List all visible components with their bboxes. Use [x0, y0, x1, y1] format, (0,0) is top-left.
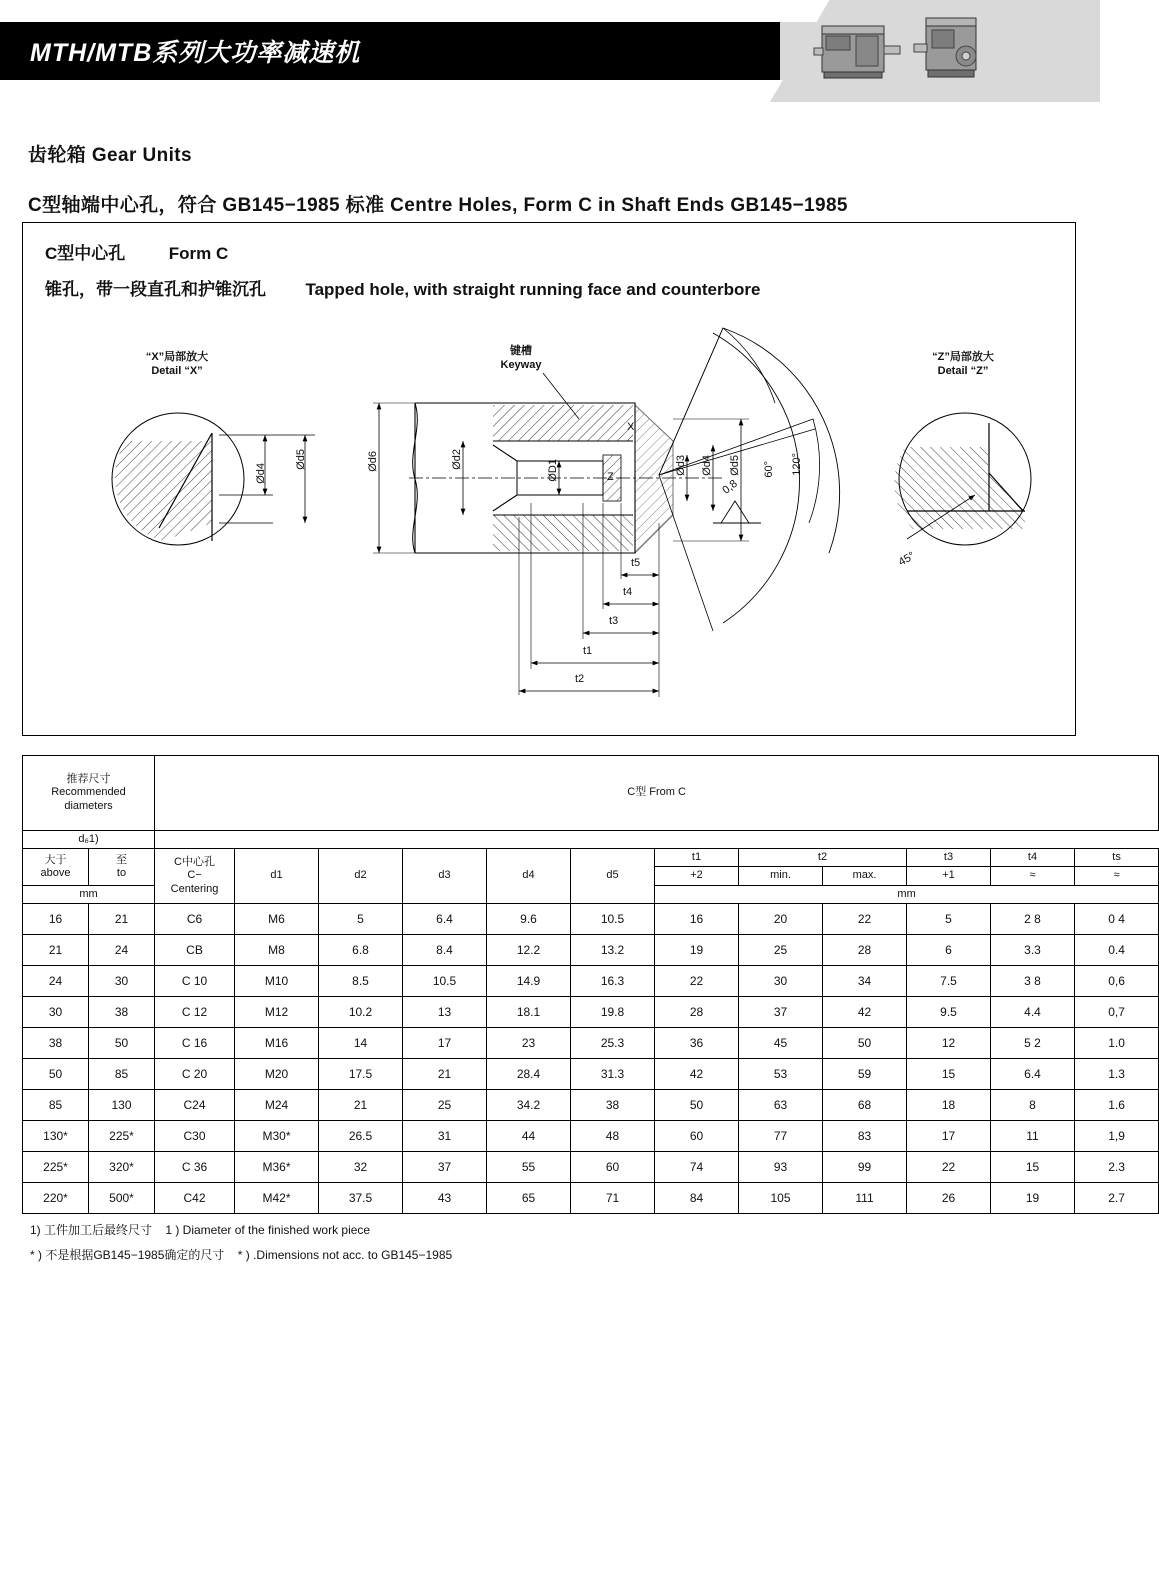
cell-d4: 14.9: [487, 965, 571, 996]
cell-t3: 5: [907, 903, 991, 934]
table-row: [23, 903, 1159, 934]
cell-t2min: 63: [739, 1089, 823, 1120]
cell-d3: 37: [403, 1151, 487, 1182]
note-2: * ) 不是根据GB145−1985确定的尺寸 * ) .Dimensions not acc. to GB145−1985: [30, 1248, 453, 1263]
cell-d2: 17.5: [319, 1058, 403, 1089]
callout-t5: t5: [631, 557, 641, 569]
callout-t3: t3: [609, 615, 619, 627]
callout-t1: t1: [583, 645, 593, 657]
cell-t1: 36: [655, 1027, 739, 1058]
cell-t1: 74: [655, 1151, 739, 1182]
cell-d5: 71: [571, 1182, 655, 1213]
cell-ts: 0 4: [1075, 903, 1159, 934]
cell-ts: 2.7: [1075, 1182, 1159, 1213]
cell-t4: 8: [991, 1089, 1075, 1120]
cell-d5: 10.5: [571, 903, 655, 934]
header-d1: d1: [235, 849, 319, 904]
cell-d3: 10.5: [403, 965, 487, 996]
cell-ts: 1.3: [1075, 1058, 1159, 1089]
cell-d2: 37.5: [319, 1182, 403, 1213]
page-title: MTH/MTB系列大功率减速机: [30, 39, 361, 67]
cell-t2max: 68: [823, 1089, 907, 1120]
section-title: 齿轮箱 Gear Units: [28, 145, 192, 166]
recommended-en: Recommended diameters: [51, 786, 126, 812]
header-d6-symbol: d₆1): [23, 831, 155, 849]
cell-d3: 43: [403, 1182, 487, 1213]
cell-to: 225*: [89, 1120, 155, 1151]
table-row: [23, 996, 1159, 1027]
cell-centering: C6: [155, 903, 235, 934]
header-ts-tol: ≈: [1075, 867, 1159, 885]
cell-d4: 34.2: [487, 1089, 571, 1120]
cell-d3: 8.4: [403, 934, 487, 965]
cell-ts: 1,9: [1075, 1120, 1159, 1151]
cell-centering: C24: [155, 1089, 235, 1120]
detail-x-label: “X”局部放大 Detail “X”: [145, 351, 209, 377]
cell-centering: C 16: [155, 1027, 235, 1058]
cell-t1: 22: [655, 965, 739, 996]
cell-d2: 5: [319, 903, 403, 934]
header-form-c: C型 From C: [155, 756, 1159, 831]
callout-d3: Ød3: [675, 455, 687, 476]
cell-t2min: 53: [739, 1058, 823, 1089]
table-row: [23, 1089, 1159, 1120]
callout-angle-45: 45°: [896, 549, 918, 569]
header-t1: t1: [655, 849, 739, 867]
cell-ts: 0,7: [1075, 996, 1159, 1027]
callout-d6: Ød6: [367, 451, 379, 472]
cell-t1: 42: [655, 1058, 739, 1089]
cell-d1: M12: [235, 996, 319, 1027]
cell-t3: 17: [907, 1120, 991, 1151]
callout-d4: Ød4: [701, 455, 713, 476]
cell-d1: M6: [235, 903, 319, 934]
cell-to: 85: [89, 1058, 155, 1089]
cell-t2max: 59: [823, 1058, 907, 1089]
cell-t2max: 99: [823, 1151, 907, 1182]
gearbox-unit-1-icon: [812, 20, 904, 86]
cell-d1: M42*: [235, 1182, 319, 1213]
cell-t4: 15: [991, 1151, 1075, 1182]
cell-t3: 9.5: [907, 996, 991, 1027]
cell-d3: 25: [403, 1089, 487, 1120]
table-row: [23, 1027, 1159, 1058]
cell-d1: M10: [235, 965, 319, 996]
figure-panel: [22, 222, 1076, 736]
cell-d1: M24: [235, 1089, 319, 1120]
cell-t1: 60: [655, 1120, 739, 1151]
table-notes: [30, 1218, 452, 1268]
cell-centering: C 20: [155, 1058, 235, 1089]
cell-to: 38: [89, 996, 155, 1027]
cell-d2: 6.8: [319, 934, 403, 965]
header-t3: t3: [907, 849, 991, 867]
cell-d5: 31.3: [571, 1058, 655, 1089]
cell-ts: 1.0: [1075, 1027, 1159, 1058]
cell-t3: 6: [907, 934, 991, 965]
cell-t4: 6.4: [991, 1058, 1075, 1089]
cell-d2: 32: [319, 1151, 403, 1182]
header-centering: C中心孔 C− Centering: [155, 849, 235, 904]
header-to: 至 to: [89, 849, 155, 885]
cell-above: 21: [23, 934, 89, 965]
cell-ts: 0.4: [1075, 934, 1159, 965]
header-d5: d5: [571, 849, 655, 904]
cell-t4: 19: [991, 1182, 1075, 1213]
cell-above: 50: [23, 1058, 89, 1089]
cell-t4: 11: [991, 1120, 1075, 1151]
cell-t2max: 42: [823, 996, 907, 1027]
cell-to: 21: [89, 903, 155, 934]
callout-mark-x: X: [627, 421, 635, 433]
cell-t3: 15: [907, 1058, 991, 1089]
figure-heading-en: Form C: [168, 244, 229, 263]
cell-d3: 17: [403, 1027, 487, 1058]
figure-subheading-cn: 锥孔，带一段直孔和护锥沉孔: [45, 280, 266, 299]
centre-holes-spec-table: [22, 755, 1159, 1214]
header-t1-tol: +2: [655, 867, 739, 885]
cell-t2min: 37: [739, 996, 823, 1027]
header-recommended-diameters: [23, 756, 155, 831]
cell-above: 30: [23, 996, 89, 1027]
cell-above: 85: [23, 1089, 89, 1120]
cell-d5: 48: [571, 1120, 655, 1151]
cell-above: 130*: [23, 1120, 89, 1151]
gearbox-unit-2-icon: [908, 14, 1000, 90]
cell-d4: 65: [487, 1182, 571, 1213]
callout-d5: Ød5: [729, 455, 741, 476]
cell-d1: M8: [235, 934, 319, 965]
header-t4-tol: ≈: [991, 867, 1075, 885]
header-above: 大于 above: [23, 849, 89, 885]
cell-centering: C 10: [155, 965, 235, 996]
cell-t4: 3 8: [991, 965, 1075, 996]
cell-d3: 6.4: [403, 903, 487, 934]
header-unit-mm-right: mm: [655, 885, 1159, 903]
callout-d1: ØD1: [547, 459, 559, 482]
header-t2: t2: [739, 849, 907, 867]
spec-table-body: [23, 903, 1159, 1213]
cell-t3: 18: [907, 1089, 991, 1120]
header-ts: ts: [1075, 849, 1159, 867]
callout-d5-detail-x: Ød5: [295, 449, 307, 470]
cell-t1: 16: [655, 903, 739, 934]
cell-d4: 9.6: [487, 903, 571, 934]
cell-to: 320*: [89, 1151, 155, 1182]
cell-t2min: 25: [739, 934, 823, 965]
cell-t2max: 83: [823, 1120, 907, 1151]
header-t2-max: max.: [823, 867, 907, 885]
cell-d5: 60: [571, 1151, 655, 1182]
cell-to: 30: [89, 965, 155, 996]
table-row: [23, 965, 1159, 996]
cell-t3: 22: [907, 1151, 991, 1182]
header-unit-mm-left: mm: [23, 885, 155, 903]
header-d2: d2: [319, 849, 403, 904]
cell-t2max: 111: [823, 1182, 907, 1213]
cell-centering: C 36: [155, 1151, 235, 1182]
cell-above: 225*: [23, 1151, 89, 1182]
cell-above: 16: [23, 903, 89, 934]
cell-d2: 10.2: [319, 996, 403, 1027]
callout-angle-120: 120°: [791, 453, 803, 476]
callout-angle-60: 60°: [763, 461, 775, 478]
callout-t2: t2: [575, 673, 585, 685]
cell-t4: 3.3: [991, 934, 1075, 965]
cell-d1: M30*: [235, 1120, 319, 1151]
cell-t3: 26: [907, 1182, 991, 1213]
cell-to: 130: [89, 1089, 155, 1120]
cell-t2min: 77: [739, 1120, 823, 1151]
cell-d3: 31: [403, 1120, 487, 1151]
cell-d5: 38: [571, 1089, 655, 1120]
cell-t1: 19: [655, 934, 739, 965]
cell-d1: M20: [235, 1058, 319, 1089]
cell-centering: C30: [155, 1120, 235, 1151]
header-d3: d3: [403, 849, 487, 904]
cell-d5: 19.8: [571, 996, 655, 1027]
cell-d3: 13: [403, 996, 487, 1027]
cell-d3: 21: [403, 1058, 487, 1089]
cell-d5: 25.3: [571, 1027, 655, 1058]
cell-above: 24: [23, 965, 89, 996]
cell-t2min: 20: [739, 903, 823, 934]
header-t3-tol: +1: [907, 867, 991, 885]
callout-d2: Ød2: [451, 449, 463, 470]
table-row: [23, 1182, 1159, 1213]
header-t2-min: min.: [739, 867, 823, 885]
page-header: [0, 0, 1100, 102]
table-row: [23, 1058, 1159, 1089]
cell-centering: CB: [155, 934, 235, 965]
cell-t2max: 22: [823, 903, 907, 934]
cell-d4: 55: [487, 1151, 571, 1182]
cell-t3: 7.5: [907, 965, 991, 996]
cell-d4: 28.4: [487, 1058, 571, 1089]
cell-t1: 84: [655, 1182, 739, 1213]
cell-t2min: 93: [739, 1151, 823, 1182]
cell-to: 50: [89, 1027, 155, 1058]
section-subtitle: C型轴端中心孔，符合 GB145−1985 标准 Centre Holes, Form C in Shaft Ends GB145−1985: [28, 195, 848, 216]
note-1: 1) 工件加工后最终尺寸 1 ) Diameter of the finished work piece: [30, 1223, 371, 1237]
cell-d4: 12.2: [487, 934, 571, 965]
callout-mark-z: Z: [607, 471, 614, 483]
cell-to: 24: [89, 934, 155, 965]
cell-ts: 1.6: [1075, 1089, 1159, 1120]
cell-d2: 14: [319, 1027, 403, 1058]
cell-t4: 4.4: [991, 996, 1075, 1027]
cell-t1: 50: [655, 1089, 739, 1120]
cell-t2max: 34: [823, 965, 907, 996]
cell-t4: 2 8: [991, 903, 1075, 934]
figure-heading-cn: C型中心孔: [45, 244, 126, 263]
table-row: [23, 1151, 1159, 1182]
keyway-label: 键槽 Keyway: [500, 345, 542, 371]
cell-t4: 5 2: [991, 1027, 1075, 1058]
cell-d2: 21: [319, 1089, 403, 1120]
cell-d5: 13.2: [571, 934, 655, 965]
cell-t2max: 28: [823, 934, 907, 965]
header-d4: d4: [487, 849, 571, 904]
cell-d1: M36*: [235, 1151, 319, 1182]
cell-d2: 26.5: [319, 1120, 403, 1151]
cell-d4: 44: [487, 1120, 571, 1151]
cell-t2min: 45: [739, 1027, 823, 1058]
cell-d4: 23: [487, 1027, 571, 1058]
header-t4: t4: [991, 849, 1075, 867]
cell-ts: 0,6: [1075, 965, 1159, 996]
table-row: [23, 1120, 1159, 1151]
table-row: [23, 934, 1159, 965]
cell-centering: C 12: [155, 996, 235, 1027]
cell-t2min: 30: [739, 965, 823, 996]
recommended-cn: 推荐尺寸: [66, 773, 111, 786]
cell-above: 220*: [23, 1182, 89, 1213]
figure-subheading-en: Tapped hole, with straight running face and counterbore: [305, 280, 761, 299]
cell-d2: 8.5: [319, 965, 403, 996]
detail-z-label: “Z”局部放大 Detail “Z”: [932, 351, 994, 377]
cell-d5: 16.3: [571, 965, 655, 996]
cell-t1: 28: [655, 996, 739, 1027]
cell-centering: C42: [155, 1182, 235, 1213]
cell-d1: M16: [235, 1027, 319, 1058]
callout-t4: t4: [623, 586, 633, 598]
callout-roughness: 0,8: [720, 477, 740, 497]
cell-above: 38: [23, 1027, 89, 1058]
spec-table-wrap: [22, 755, 1125, 1214]
callout-d4-detail-x: Ød4: [255, 463, 267, 484]
cell-t2max: 50: [823, 1027, 907, 1058]
cell-to: 500*: [89, 1182, 155, 1213]
cell-t2min: 105: [739, 1182, 823, 1213]
cell-ts: 2.3: [1075, 1151, 1159, 1182]
cell-t3: 12: [907, 1027, 991, 1058]
cell-d4: 18.1: [487, 996, 571, 1027]
